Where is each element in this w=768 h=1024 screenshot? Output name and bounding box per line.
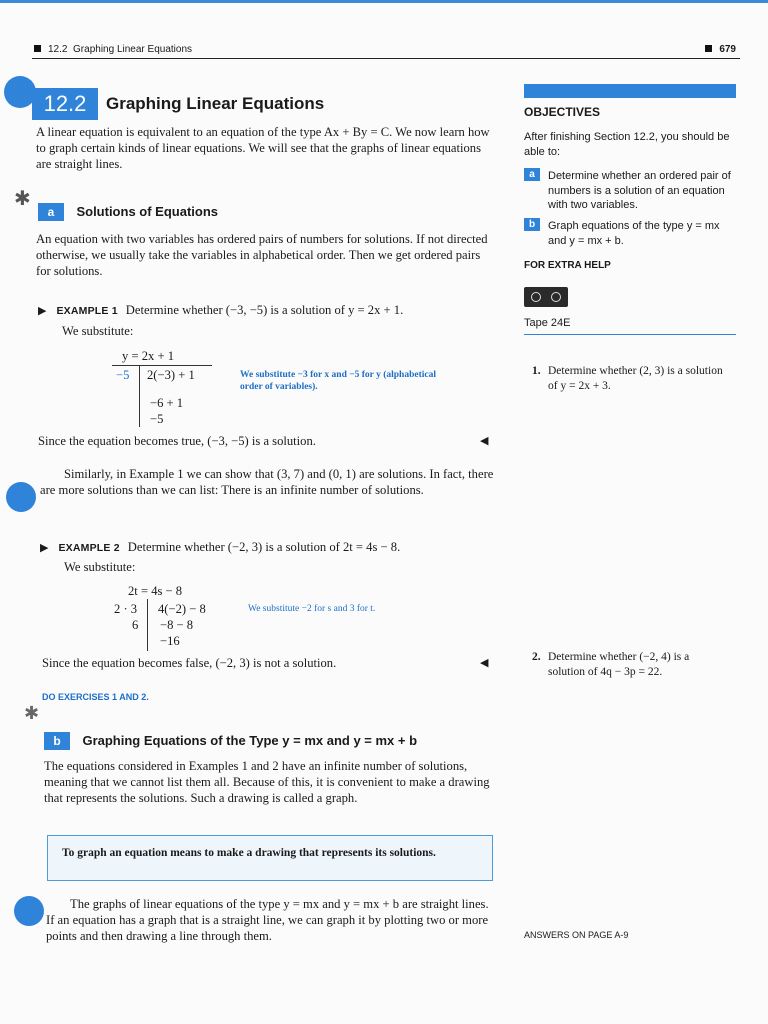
example1-equation: y = 2x + 1 — [122, 349, 174, 363]
example1-prompt-line — [38, 303, 403, 318]
example2-right1: 4(−2) − 8 — [158, 602, 206, 616]
example1-conclusion: Since the equation becomes true, (−3, −5) is a solution. — [38, 434, 316, 448]
end-marker-icon: ◀ — [480, 435, 489, 447]
part-a-text: An equation with two variables has ordered pairs of numbers for solutions. If not directed otherwise, we usually take the variables in alphabetical order. Then we get ordered pairs for solutions. — [36, 232, 488, 279]
example2-substitute: We substitute: — [64, 560, 136, 574]
part-b-badge: b — [44, 732, 70, 750]
objective-a — [524, 167, 738, 211]
objective-a-text: Determine whether an ordered pair of numbers is a solution of an equation with two variables. — [548, 170, 731, 211]
example1-left: −5 — [116, 368, 130, 382]
exercise-1 — [532, 364, 732, 392]
tape-label: Tape 24E — [524, 317, 571, 329]
running-head-title: Graphing Linear Equations — [73, 44, 193, 55]
objective-b-badge: b — [524, 218, 540, 231]
extra-help-title: FOR EXTRA HELP — [524, 260, 611, 271]
section-number: 12.2 — [32, 88, 98, 120]
example2-note: We substitute −2 for s and 3 for t. — [248, 604, 376, 614]
example2-divider — [147, 599, 148, 651]
square-bullet-icon — [34, 45, 41, 52]
margin-dot-icon — [6, 482, 36, 512]
star-mark-icon: ✱ — [14, 188, 31, 210]
exercise-1-text: Determine whether (2, 3) is a solution of y = 2x + 3. — [548, 365, 723, 392]
running-head-section: 12.2 — [48, 44, 68, 55]
exercise-1-number: 1. — [532, 365, 541, 377]
definition-text: To graph an equation means to make a drawing that represents its solutions. — [62, 847, 436, 859]
exercise-2 — [532, 650, 732, 678]
part-a-title: Solutions of Equations — [76, 204, 218, 219]
example1-prompt: Determine whether (−3, −5) is a solution of y = 2x + 1. — [125, 303, 404, 317]
section-title: Graphing Linear Equations — [106, 94, 325, 113]
running-head-rule — [32, 58, 740, 59]
triangle-marker-icon: ▶ — [40, 542, 49, 554]
example2-right2: −8 − 8 — [160, 618, 194, 632]
page-number: 679 — [705, 44, 736, 55]
final-paragraph: The graphs of linear equations of the type y = mx and y = mx + b are straight lines. If an equation has a graph that is a straight line, we can graph it by plotting two or more points and then drawing a line through them. — [46, 897, 489, 944]
part-a-badge: a — [38, 203, 64, 221]
example2-conclusion: Since the equation becomes false, (−2, 3) is not a solution. — [42, 656, 337, 670]
example1-substitute: We substitute: — [62, 324, 134, 338]
top-color-strip — [0, 0, 768, 3]
example2-prompt-line — [40, 540, 400, 555]
example2-left2: 6 — [132, 618, 139, 632]
example2-equation: 2t = 4s − 8 — [128, 584, 183, 598]
running-head-left — [34, 44, 192, 55]
end-marker-icon: ◀ — [480, 657, 489, 669]
part-b-heading — [44, 732, 417, 750]
intro-paragraph: A linear equation is equivalent to an equation of the type Ax + By = C. We now learn how to graph certain kinds of linear equations. We will see that the graphs of linear equations are straight lines. — [36, 125, 490, 172]
objective-a-badge: a — [524, 168, 540, 181]
part-b-text: The equations considered in Examples 1 and 2 have an infinite number of solutions, meaning that we cannot list them all. Because of this, it is convenient to make a drawing that represents the solutions. Such a drawing is called a graph. — [44, 759, 490, 806]
margin-dot-icon — [14, 896, 44, 926]
example2-right3: −16 — [160, 634, 180, 648]
example1-right2: −6 + 1 — [150, 396, 184, 410]
example2-prompt: Determine whether (−2, 3) is a solution of 2t = 4s − 8. — [127, 540, 401, 554]
part-b-title: Graphing Equations of the Type y = mx and y = mx + b — [82, 733, 418, 748]
example1-note: We substitute −3 for x and −5 for y (alphabetical order of variables). — [240, 370, 436, 392]
example1-label: EXAMPLE 1 — [56, 305, 118, 317]
example2-left1: 2 · 3 — [114, 602, 138, 616]
exercise-2-number: 2. — [532, 651, 541, 663]
sidebar-rule — [524, 334, 736, 335]
do-exercises-link[interactable]: DO EXERCISES 1 AND 2. — [42, 692, 149, 702]
example1-rule — [112, 365, 212, 366]
definition-box — [47, 835, 493, 881]
similarly-paragraph: Similarly, in Example 1 we can show that (3, 7) and (0, 1) are solutions. In fact, there are more solutions than we can list: There is an infinite number of solutions. — [40, 467, 494, 498]
tape-icon — [524, 287, 568, 307]
triangle-marker-icon: ▶ — [38, 305, 47, 317]
exercise-2-text: Determine whether (−2, 4) is a solution of 4q − 3p = 22. — [548, 651, 690, 678]
objective-b-text: Graph equations of the type y = mx and y = mx + b. — [548, 220, 720, 247]
objectives-intro: After finishing Section 12.2, you should be able to: — [524, 131, 730, 158]
objective-b — [524, 217, 738, 247]
objectives-title: OBJECTIVES — [524, 105, 601, 119]
square-bullet-icon — [705, 45, 712, 52]
answers-note: ANSWERS ON PAGE A-9 — [524, 930, 629, 940]
star-mark-icon: ✱ — [24, 703, 40, 723]
sidebar-color-bar — [524, 84, 736, 98]
part-a-heading — [38, 203, 218, 221]
example1-right1: 2(−3) + 1 — [147, 368, 195, 382]
example1-divider — [139, 365, 140, 427]
example1-right3: −5 — [150, 412, 164, 426]
example2-label: EXAMPLE 2 — [58, 542, 120, 554]
